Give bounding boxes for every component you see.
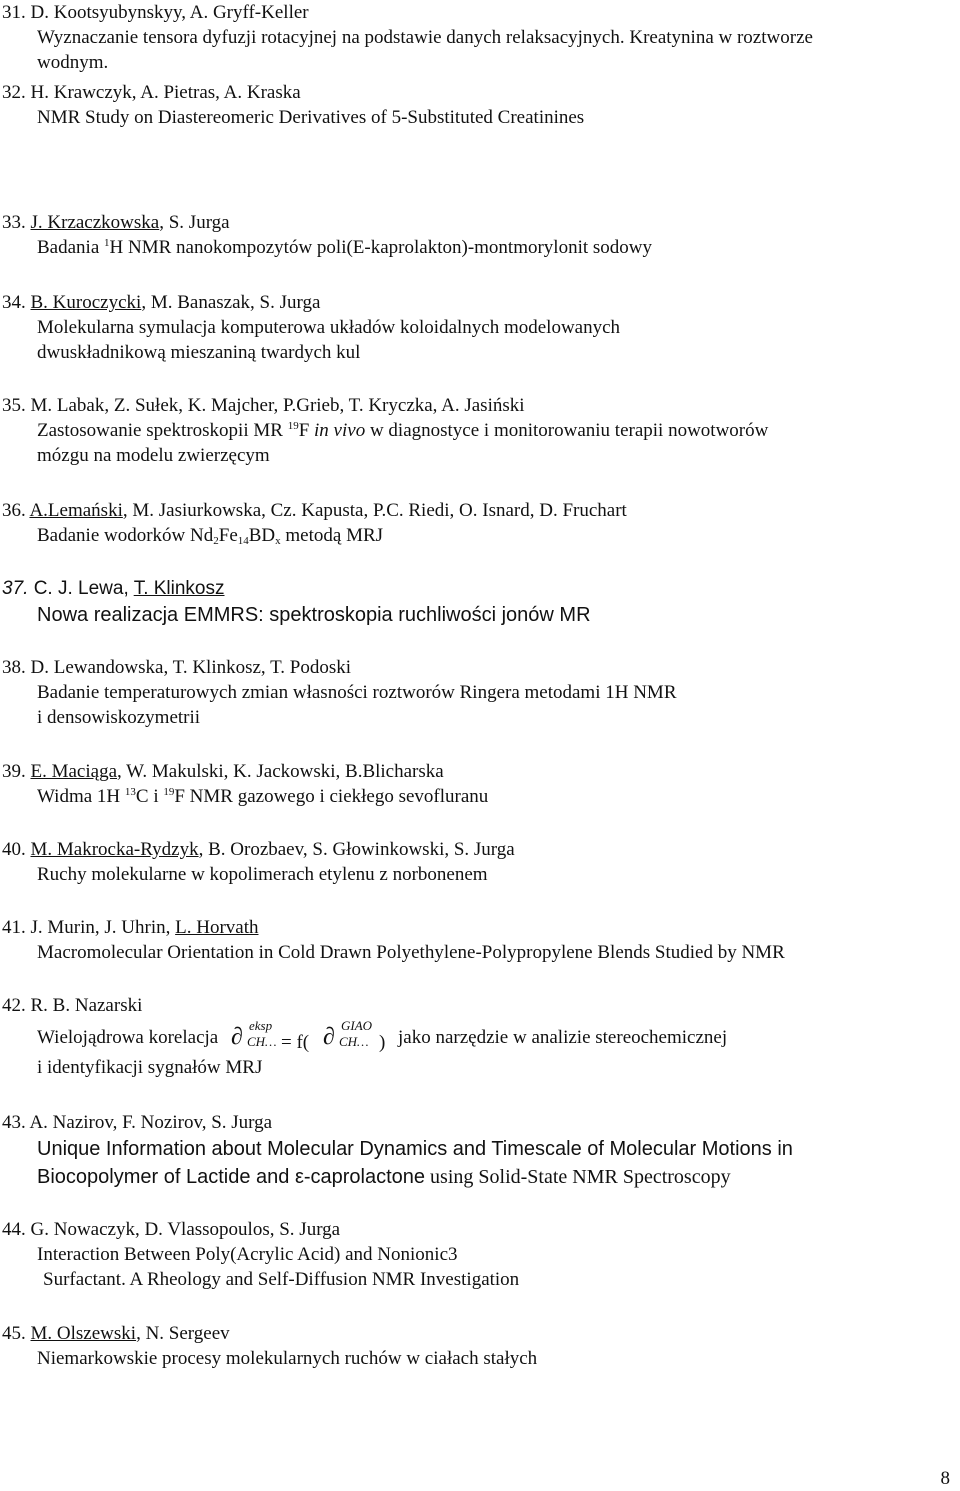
presenting-author: T. Klinkosz [133,578,225,599]
presenting-author: B. Kuroczycki [30,292,142,313]
entry-title: Molekularna symulacja komputerowa układów koloidalnych modelowanych [37,317,621,338]
correlation-formula: ∂ eksp CH… = f( ∂ GIAO CH… ) [230,1018,386,1053]
entry-authors: 43. A. Nazirov, F. Nozirov, S. Jurga [2,1112,273,1133]
entry-39 [2,759,952,809]
presenting-author: L. Horvath [175,917,259,938]
presenting-author: E. Maciąga [30,761,118,782]
entry-title: Macromolecular Orientation in Cold Drawn Polyethylene-Polypropylene Blends Studied by NMR [37,942,785,963]
entry-authors: 31. D. Kootsyubynskyy, A. Gryff-Keller [2,2,309,23]
partial-symbol: ∂ [230,1024,243,1050]
entry-title: Nowa realizacja EMMRS: spektroskopia ruchliwości jonów MR [37,604,591,626]
entry-35 [2,393,952,468]
entry-title: Interaction Between Poly(Acrylic Acid) and Nonionic3 [37,1244,458,1265]
entry-title-cont: wodnym. [37,52,109,73]
entry-authors: 39. E. Maciąga, W. Makulski, K. Jackowski, B.Blicharska [2,761,444,782]
entry-32 [2,80,952,130]
entry-title: Ruchy molekularne w kopolimerach etylenu z norbonenem [37,864,488,885]
entry-authors: 45. M. Olszewski, N. Sergeev [2,1323,230,1344]
entry-title-cont: dwuskładnikową mieszaniną twardych kul [37,342,361,363]
partial-symbol: ∂ [322,1024,335,1050]
entry-title-cont: i identyfikacji sygnałów MRJ [37,1057,263,1078]
entry-33 [2,210,952,260]
entry-title: Niemarkowskie procesy molekularnych ruchów w ciałach stałych [37,1348,538,1369]
entry-title: Badanie temperaturowych zmian własności roztworów Ringera metodami 1H NMR [37,682,677,703]
entry-42 [2,993,952,1080]
entry-authors: 34. B. Kuroczycki, M. Banaszak, S. Jurga [2,292,321,313]
entry-title-cont: Biocopolymer of Lactide and ε-caprolactone using Solid-State NMR Spectroscopy [37,1166,731,1188]
entry-authors: 36. A.Lemański, M. Jasiurkowska, Cz. Kapusta, P.C. Riedi, O. Isnard, D. Fruchart [2,500,627,521]
entry-title: Badania $^1$H NMR nanokompozytów poli(E-kaprolakton)-montmorylonit sodowy [37,237,653,258]
entry-authors: 44. G. Nowaczyk, D. Vlassopoulos, S. Jurga [2,1219,341,1240]
entry-title-cont: i densowiskozymetrii [37,707,201,728]
entry-authors: 37. C. J. Lewa, T. Klinkosz [2,578,225,599]
entry-38 [2,655,952,730]
presenting-author: A.Lemański [29,500,123,521]
presenting-author: J. Krzaczkowska [30,212,160,233]
entry-title: Zastosowanie spektroskopii MR $^{19}$F in vivo w diagnostyce i monitorowaniu terapii nowotworów [37,420,769,441]
entry-authors: 40. M. Makrocka-Rydzyk, B. Orozbaev, S. Głowinkowski, S. Jurga [2,839,515,860]
entry-authors: 38. D. Lewandowska, T. Klinkosz, T. Podoski [2,657,352,678]
entry-title: Widma 1H $^{13}$C i $^{19}$F NMR gazowego i ciekłego sevofluranu [37,786,489,807]
entry-authors: 41. J. Murin, J. Uhrin, L. Horvath [2,917,259,938]
entry-36 [2,498,952,548]
entry-34 [2,290,952,365]
entry-43 [2,1110,952,1191]
entry-title-cont: mózgu na modelu zwierzęcym [37,445,270,466]
entry-authors: 33. J. Krzaczkowska, S. Jurga [2,212,230,233]
entry-title-cont: Surfactant. A Rheology and Self-Diffusion NMR Investigation [43,1269,520,1290]
entry-37 [2,576,952,629]
entry-41 [2,915,952,965]
entry-title: Wyznaczanie tensora dyfuzji rotacyjnej na podstawie danych relaksacyjnych. Kreatynina w roztworze [37,27,813,48]
entry-44 [2,1217,952,1292]
entry-authors: 32. H. Krawczyk, A. Pietras, A. Kraska [2,82,301,103]
presenting-author: M. Makrocka-Rydzyk [30,839,199,860]
entry-45 [2,1321,952,1371]
entry-authors: 35. M. Labak, Z. Sułek, K. Majcher, P.Grieb, T. Kryczka, A. Jasiński [2,395,525,416]
entry-title: Wielojądrowa korelacja ∂ eksp CH… = f( ∂ GIAO CH… ) jako narzędzie w analizie stereochemicznej [37,1018,728,1053]
entry-40 [2,837,952,887]
presenting-author: M. Olszewski [30,1323,137,1344]
entry-31 [2,0,952,75]
entry-authors: 42. R. B. Nazarski [2,995,143,1016]
entry-title: NMR Study on Diastereomeric Derivatives of 5-Substituted Creatinines [37,107,585,128]
entry-title: Unique Information about Molecular Dynamics and Timescale of Molecular Motions in [37,1138,793,1160]
entry-title: Badanie wodorków $Nd_2Fe_{14}BD_x$ metodą MRJ [37,525,384,547]
page-number: 8 [940,1468,950,1489]
